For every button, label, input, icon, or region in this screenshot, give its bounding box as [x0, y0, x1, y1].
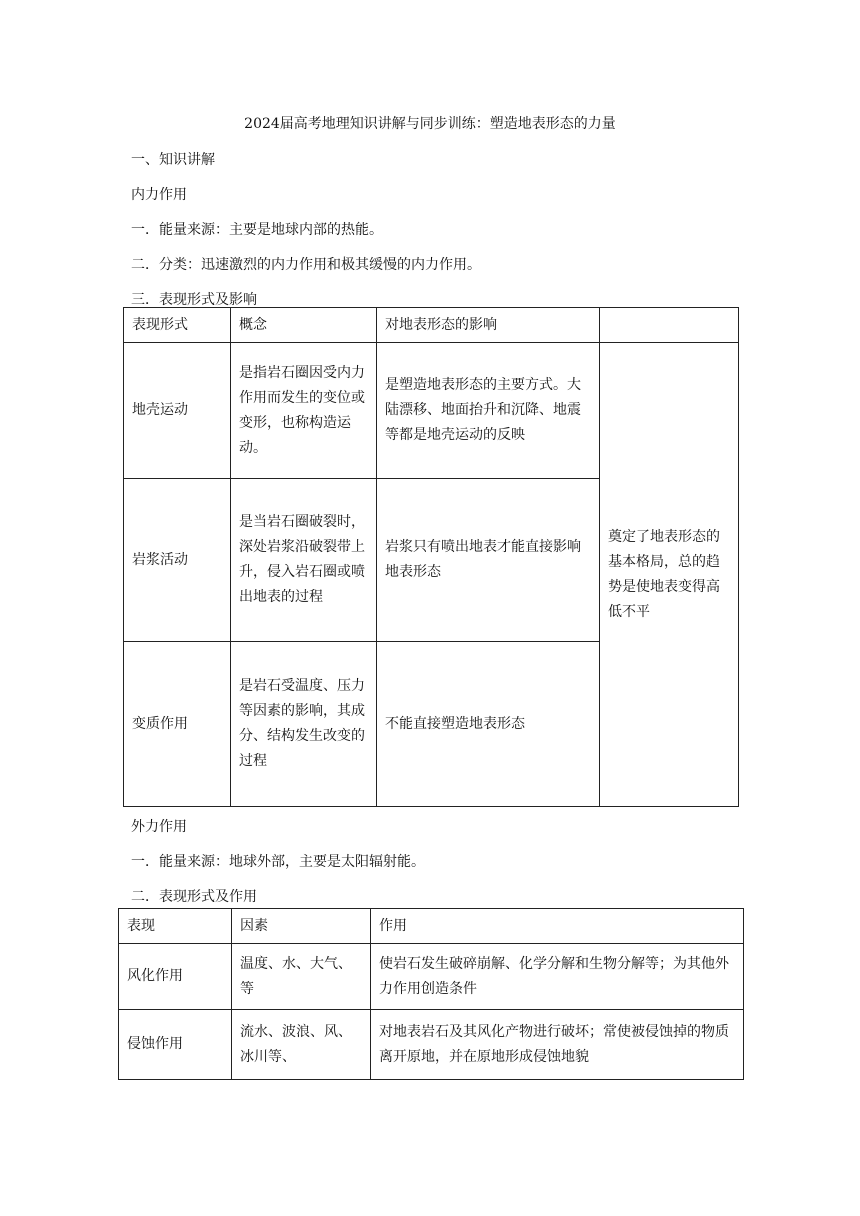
table-cell: 变质作用	[124, 642, 231, 807]
table-cell: 是当岩石圈破裂时，深处岩浆沿破裂带上升，侵入岩石圈或喷出地表的过程	[231, 479, 377, 642]
table-cell: 是指岩石圈因受内力作用而发生的变位或变形，也称构造运动。	[231, 343, 377, 479]
table-cell: 地壳运动	[124, 343, 231, 479]
table-cell: 风化作用	[119, 944, 232, 1010]
table-header-cell: 因素	[232, 909, 371, 944]
table-header-cell: 作用	[371, 909, 744, 944]
table-cell: 不能直接塑造地表形态	[377, 642, 600, 807]
table-cell: 岩浆只有喷出地表才能直接影响地表形态	[377, 479, 600, 642]
table-cell: 岩浆活动	[124, 479, 231, 642]
outer-energy-paragraph: 一．能量来源：地球外部，主要是太阳辐射能。	[131, 854, 425, 870]
inner-energy-paragraph: 一．能量来源：主要是地球内部的热能。	[131, 222, 383, 238]
table-cell: 是岩石受温度、压力等因素的影响，其成分、结构发生改变的过程	[231, 642, 377, 807]
table-header-cell: 对地表形态的影响	[377, 308, 600, 343]
table-row	[119, 944, 744, 1010]
table-cell: 温度、水、大气、等	[232, 944, 371, 1010]
table-header-row	[124, 308, 739, 343]
table-cell: 是塑造地表形态的主要方式。大陆漂移、地面抬升和沉降、地震等都是地壳运动的反映	[377, 343, 600, 479]
table-header-cell: 表现形式	[124, 308, 231, 343]
outer-force-heading: 外力作用	[131, 819, 187, 835]
outer-force-table	[118, 908, 744, 1080]
inner-forms-heading: 三．表现形式及影响	[131, 292, 257, 308]
section-heading: 一、知识讲解	[131, 152, 215, 168]
table-cell: 使岩石发生破碎崩解、化学分解和生物分解等；为其他外力作用创造条件	[371, 944, 744, 1010]
inner-classification-paragraph: 二．分类：迅速激烈的内力作用和极其缓慢的内力作用。	[131, 257, 481, 273]
table-header-cell: 概念	[231, 308, 377, 343]
inner-force-table	[123, 307, 739, 807]
outer-forms-heading: 二．表现形式及作用	[131, 889, 257, 905]
table-row	[124, 343, 739, 479]
table-row	[119, 1010, 744, 1080]
table-header-row	[119, 909, 744, 944]
merged-effect-cell: 奠定了地表形态的基本格局，总的趋势是使地表变得高低不平	[600, 343, 739, 807]
inner-force-heading: 内力作用	[131, 187, 187, 203]
table-cell: 对地表岩石及其风化产物进行破坏；常使被侵蚀掉的物质离开原地，并在原地形成侵蚀地貌	[371, 1010, 744, 1080]
document-title: 2024届高考地理知识讲解与同步训练：塑造地表形态的力量	[244, 116, 616, 132]
table-header-cell	[600, 308, 739, 343]
table-cell: 流水、波浪、风、冰川等、	[232, 1010, 371, 1080]
table-header-cell: 表现	[119, 909, 232, 944]
table-cell: 侵蚀作用	[119, 1010, 232, 1080]
